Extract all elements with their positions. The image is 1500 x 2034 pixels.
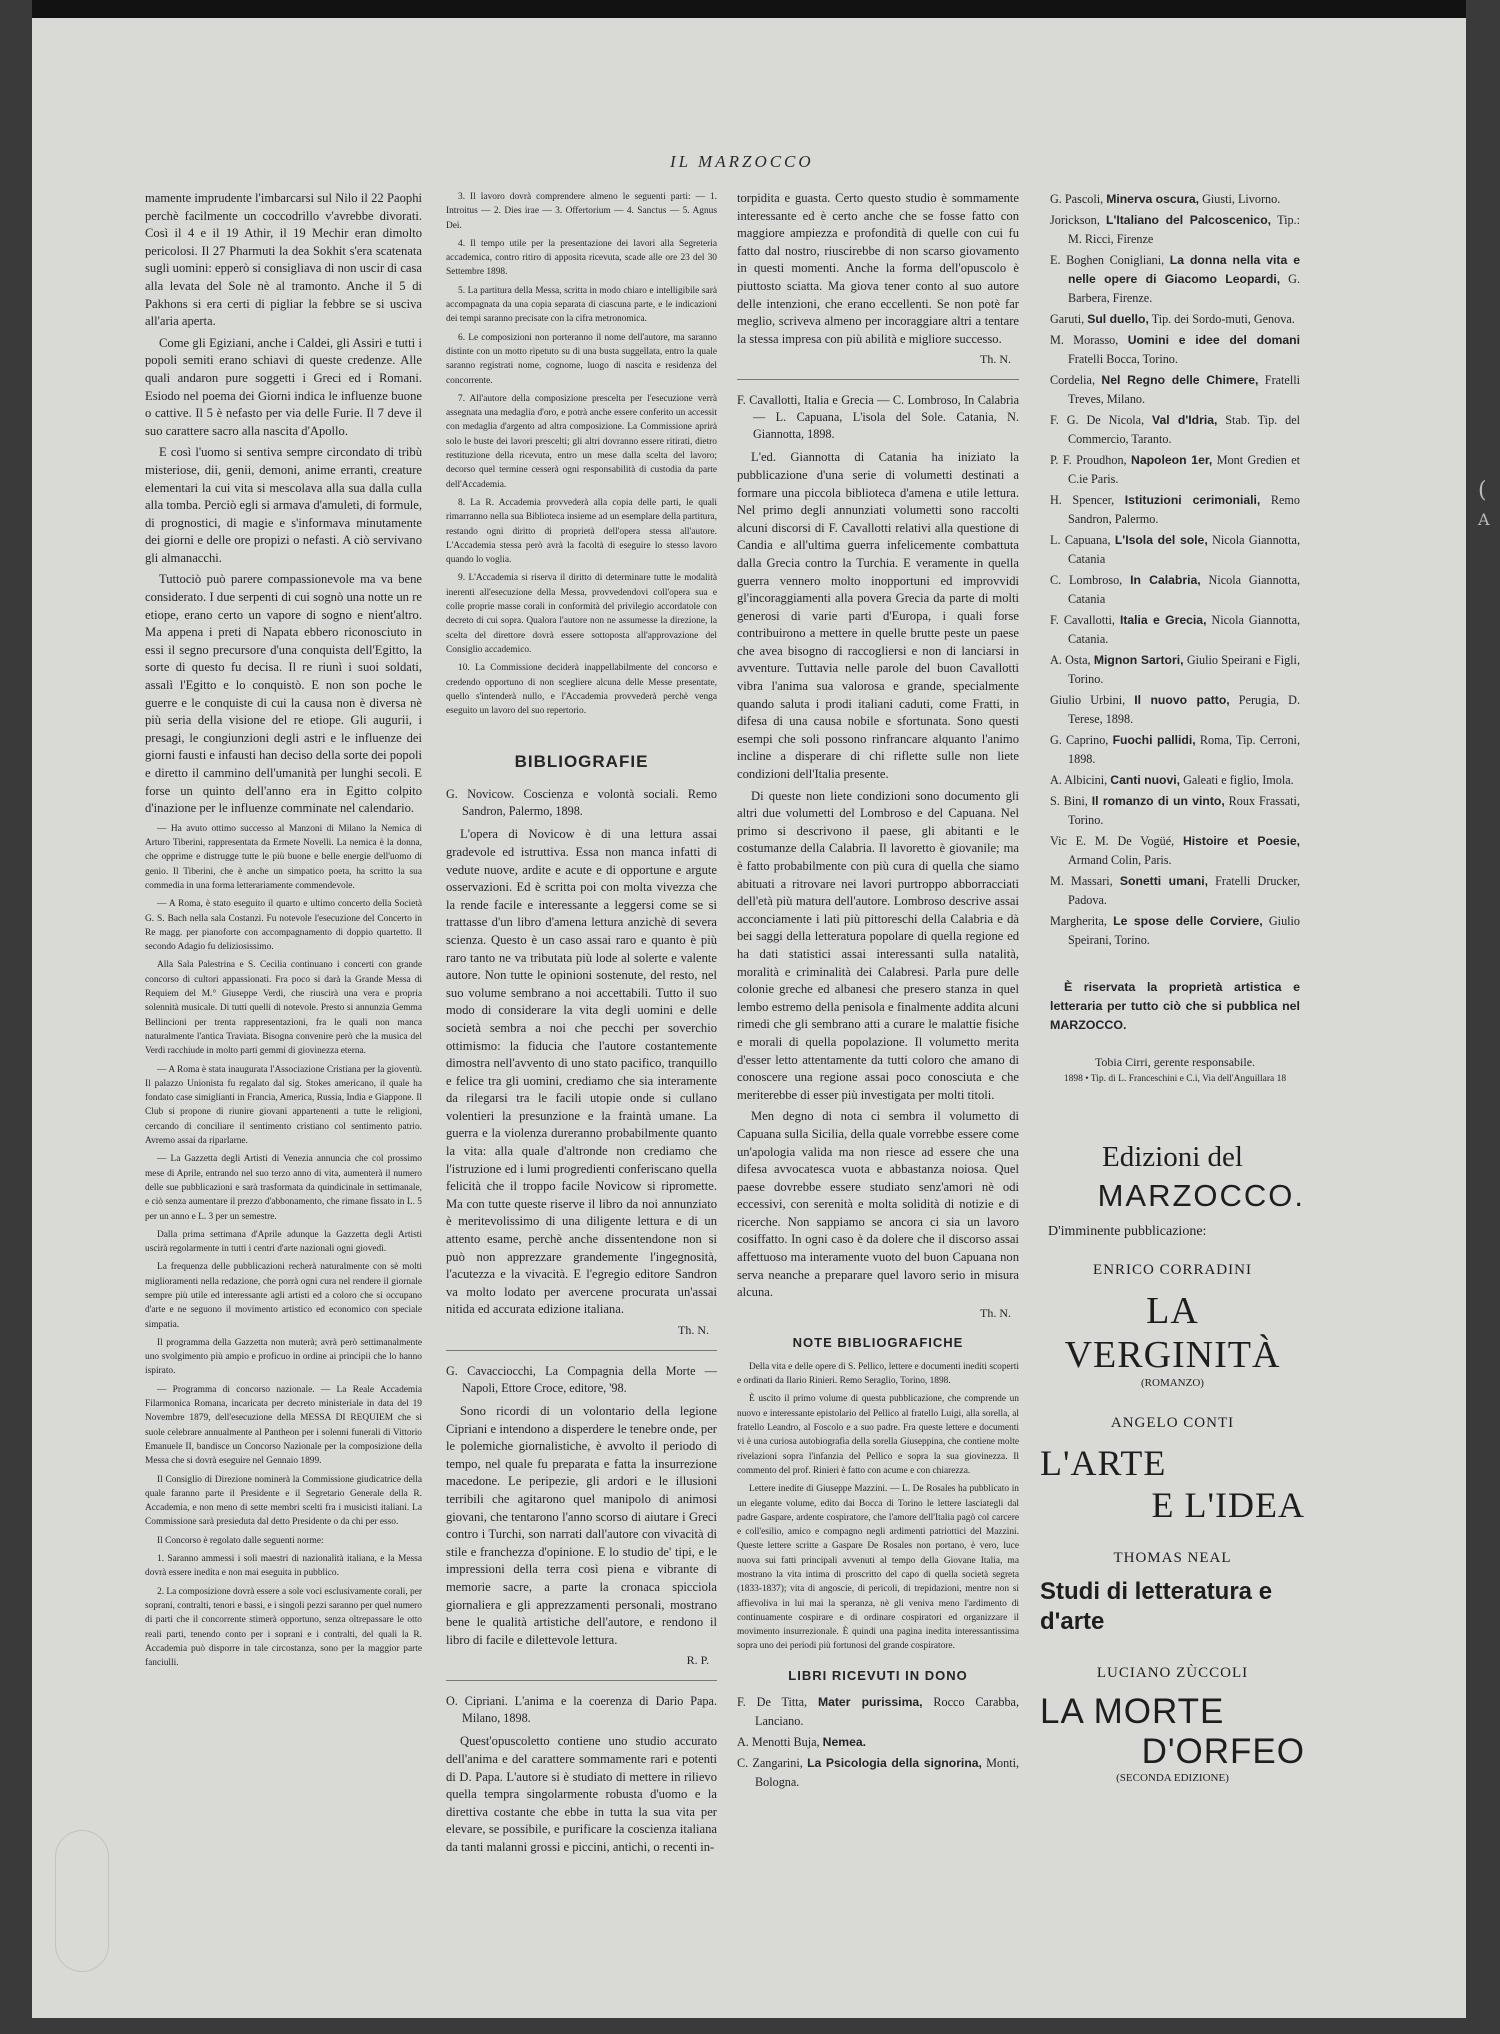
news-note: — Programma di concorso nazionale. — La Reale Accademia Filarmonica Romana, incaricata per decreto ministeriale in data del 19 Novembre 1879, dell'esecuzione della MESSA DI REQUIEM che si suole celebrare annualmente al Pantheon per i solenni funerali di Vittorio Emanuele II, bandisce un Concorso Nazionale per la composizione della Messa che si dovrà eseguire nel Gennaio 1899. xyxy=(145,1384,422,1467)
received-book: G. Pascoli, Minerva oscura, Giusti, Livorno. xyxy=(1050,192,1281,206)
article-paragraph: Come gli Egiziani, anche i Caldei, gli Assiri e tutti i popoli semiti erano schiavi di queste credenze. Alle quali andaron pure soggetti i Greci ed i Romani. Esiodo nel poema dei Giorni indica le influenze buone o cattive. Il 5 è nefasto per via delle Furie. Il 7 deve il suo carattere sacro alla nascita d'Apollo. xyxy=(145,335,422,438)
contest-rule: 10. La Commissione deciderà inappellabilmente del concorso e credendo opportuno di non scegliere alcuna delle Messe presentate, quello s'intenderà nullo, e l'Accademia provvederà perchè venga eseguito un lavoro del suo repertorio. xyxy=(446,663,717,717)
running-head: IL MARZOCCO xyxy=(670,152,814,171)
received-book: M. Massari, Sonetti umani, Fratelli Drucker, Padova. xyxy=(1050,874,1300,907)
editor-signature: Tobia Cirri, gerente responsabile. xyxy=(1094,1055,1256,1069)
received-book: Jorickson, L'Italiano del Palcoscenico, Tip.: M. Ricci, Firenze xyxy=(1050,213,1300,246)
ad-book-note: (ROMANZO) xyxy=(1141,1377,1204,1389)
received-book: F. De Titta, Mater purissima, Rocco Carabba, Lanciano. xyxy=(737,1694,1019,1728)
ad-author: LUCIANO ZÙCCOLI xyxy=(1096,1665,1249,1681)
news-note: — La Gazzetta degli Artisti di Venezia annuncia che col prossimo mese di Aprile, entrando nel suo terzo anno di vita, aumenterà il numero delle sue pubblicazioni e sarà trasformata da quindicinale in settimanale, e ciò senza aumentare il prezzo d'abbonamento, che rimane fissato in L. 5 per un anno e L. 3 per un semestre. xyxy=(145,1154,422,1222)
article-paragraph: Tuttociò può parere compassionevole ma va bene considerato. I due serpenti di cui sognò una notte un re etiope, erano certo un vapore di sogno e nient'altro. Ma appena i preti di Napata ebbero riconosciuto in essi il segno precursore d'una conquista dell'Egitto, la sorte di questo fu decisa. Il re riunì i suoi soldati, assalì l'Egitto e lo conquistò. E non son poche le guerre e le conquiste di cui la causa non è diversa nè più seria della visione del re etiope. Gli augurii, i presagi, le congiunzioni degli astri e le influenze dei giorni fausti e infausti han deciso della sorte dei popoli e diretto il cammino dell'umanità per lunghi secoli. E forse un quinto dell'anno era in Egitto colpito d'inazione per le influenze comminate nel calendario. xyxy=(145,572,422,816)
review-signature: R. P. xyxy=(686,1653,709,1668)
news-note: Il Consiglio di Direzione nominerà la Commissione giudicatrice della quale faranno parte il Presidente e il Segretario Generale della R. Accademia, e non meno di sette membri scelti fra i musicisti italiani. La Commissione sarà presieduta dal detto Presidente o da chi per esso. xyxy=(145,1474,422,1528)
column-1 xyxy=(145,190,422,1930)
divider xyxy=(446,1680,717,1681)
received-book: M. Morasso, Uomini e idee del domani Fratelli Bocca, Torino. xyxy=(1050,333,1300,366)
ad-subtitle: D'imminente pubblicazione: xyxy=(1048,1224,1207,1239)
copyright-notice: È riservata la proprietà artistica e letteraria per tutto ciò che si pubblica nel MARZOCCO. xyxy=(1050,980,1300,1032)
section-title-note-bibliografiche: NOTE BIBLIOGRAFICHE xyxy=(792,1334,964,1350)
ad-book-title: LA MORTE xyxy=(1040,1692,1225,1731)
review-heading: O. Cipriani. L'anima e la coerenza di Dario Papa. Milano, 1898. xyxy=(446,1694,717,1726)
review-heading: F. Cavallotti, Italia e Grecia — C. Lombroso, In Calabria — L. Capuana, L'isola del Sole. Catania, N. Giannotta, 1898. xyxy=(737,393,1019,442)
review-paragraph: L'opera di Novicow è di una lettura assai gradevole ed istruttiva. Essa non manca infatti di vedute nuove, ardite e acute e di opportune e argute osservazioni. Ed è scritta poi con molta vivezza che la rende facile e interessante a leggersi come se si trattasse d'un libro d'amena lettura anzichè di severa scienza. Questo è un caso assai raro e quanto è più raro tanto ne va tributata più lode al solerte e valente autore. Non tutte le opinioni sostenute, del resto, nel suo volume sembrano a noi accettabili. Tutto il suo modo di considerare la vita degli uomini e delle società sembra a noi che pecchi per soverchio ottimismo: la fiducia che l'autore costantemente dimostra nell'avvento di uno stato pacifico, tranquillo e felice tra gli uomini, crediamo che sia interamente da rilegarsi tra le facili utopie onde si cullano volentieri la presunzione e la fraintà umane. La guerra e la violenza dureranno probabilmente quanto la vita: alla quale d'altronde non crediamo che l'istruzione ed i lumi progredienti conferiscano quella felicità che il troppo facile Novicow si ripromette. Ma con tutte queste riserve il libro da noi annunziato è meritevolissimo di una diligente lettura e di un attento esame, perchè anche dissentendone non si può non apprezzare grandemente l'ingegnosità, l'acutezza e la vivacità. E l'egregio editore Sandron va molto lodato per avercene procurata un'assai nitida ed accurata edizione italiana. xyxy=(446,827,717,1317)
divider xyxy=(737,379,1019,380)
news-note: — A Roma è stata inaugurata l'Associazione Cristiana per la gioventù. Il palazzo Unionista fu regalato dal sig. Stokes americano, il quale ha fondato case simiglianti in Francia, America, Russia, India e Giappone. Il Club si propone di riunire giovani appartenenti a tutte le religioni, cercando di conciliare il sentimento cristiano col sentimento patrio. Avremo assai da riparlarne. xyxy=(145,1064,422,1147)
ad-book-title: L'ARTE xyxy=(1040,1443,1167,1483)
news-note: Alla Sala Palestrina e S. Cecilia continuano i concerti con grande concorso di cultori appassionati. Fra poco si darà la Grande Messa di Requiem del M.° Giuseppe Verdi, che riuscirà una vera e propria solennità musicale. Di tutti quelli di notevole. Presto si annunzia Gemma Bellincioni per trenta rappresentazioni, fra le quali non manca naturalmente l'antica Traviata. Bisogna convenire però che la musica del Verdi racchiude in molto parti gemmi di giovinezza eterna. xyxy=(145,960,422,1057)
received-book: S. Bini, Il romanzo di un vinto, Roux Frassati, Torino. xyxy=(1050,794,1300,827)
news-note: Il Concorso è regolato dalle seguenti norme: xyxy=(157,1535,324,1546)
review-heading: G. Cavacciocchi, La Compagnia della Morte — Napoli, Ettore Croce, editore, '98. xyxy=(446,1364,717,1396)
received-book: H. Spencer, Istituzioni cerimoniali, Remo Sandron, Palermo. xyxy=(1050,493,1300,526)
news-note: Il programma della Gazzetta non muterà; avrà però settimanalmente uno svolgimento più ampio e proficuo in ordine ai principii che lo hanno ispirato. xyxy=(145,1337,422,1377)
received-book: F. Cavallotti, Italia e Grecia, Nicola Giannotta, Catania. xyxy=(1050,613,1300,646)
received-book: P. F. Proudhon, Napoleon 1er, Mont Gredien et C.ie Paris. xyxy=(1050,453,1300,486)
review-signature: Th. N. xyxy=(980,352,1011,367)
bibliographic-note: Della vita e delle opere di S. Pellico, lettere e documenti inediti scoperti e ordinati da Ilario Rinieri. Remo Seraglio, Torino, 1898. xyxy=(737,1361,1019,1387)
printer-imprint: 1898 • Tip. di L. Franceschini e C.i, Via dell'Anguillara 18 xyxy=(1063,1074,1287,1084)
ad-book-note: (SECONDA EDIZIONE) xyxy=(1116,1772,1229,1784)
received-book: A. Menotti Buja, Nemea. xyxy=(737,1734,867,1749)
review-signature: Th. N. xyxy=(678,1323,709,1338)
received-book: E. Boghen Conigliani, La donna nella vita e nelle opere di Giacomo Leopardi, G. Barbera, Firenze. xyxy=(1050,253,1300,305)
received-book: A. Albicini, Canti nuovi, Galeati e figlio, Imola. xyxy=(1050,773,1294,787)
received-book: Garuti, Sul duello, Tip. dei Sordo-muti, Genova. xyxy=(1050,312,1295,326)
publisher-advertisement xyxy=(1040,1135,1305,1784)
ad-book-title: Studi di letteratura e d'arte xyxy=(1040,1578,1273,1635)
bibliographic-note: È uscito il primo volume di questa pubblicazione, che comprende un nuovo e interessante epistolario del Pellico al fratello Luigi, alla sorella, al fratello Leandro, al Foscolo e a suo padre. Fra queste lettere e documenti vi è una curiosa autobiografia della sorella Giuseppina, che contiene molte rivelazioni sopra l'infanzia del Pellico e sopra la sua giovinezza. Il commento del prof. Rinieri è fatto con acume e con chiarezza. xyxy=(737,1394,1019,1476)
ad-book-title: E L'IDEA xyxy=(1151,1485,1305,1525)
ad-title-line1: Edizioni del xyxy=(1102,1141,1243,1173)
divider xyxy=(446,1350,717,1351)
bibliographic-note: Lettere inedite di Giuseppe Mazzini. — L. De Rosales ha pubblicato in un elegante volume, edito dai Bocca di Torino le lettere lasciategli dal padre Gaspare, ardente cospiratore, che l'amore dell'Italia pagò col carcere e coll'esilio, amico e compagno negli ardimenti patriottici del Mazzini. Queste lettere scritte a Gaspare De Rosales non portano, è vero, luce nuova sui fatti principali avvenuti al tempo della Giovane Italia, ma mostrano la vita intima di proscritto del capo di quella società segreta (1833-1837); vita di angoscie, di pericoli, di trepidazioni, mentre non si affievoliva in lui mai la speranza, nè gli veniva meno l'ardimento di continuamente cospirare e di ordinare cospiratori ed organizzare il movimento insurrezionale. È quindi una pagina inedita interessantissima sopra uno dei periodi più fortunosi del grande cospiratore. xyxy=(737,1484,1019,1652)
column-3 xyxy=(737,190,1019,1930)
review-paragraph: Men degno di nota ci sembra il volumetto di Capuana sulla Sicilia, della quale vorrebbe essere come un'apologia valida ma non riesce ad essere che una difesa avvocatesca vuota e abbastanza noiosa. Quel paese dovrebbe essere studiato senz'amori nè odi eccessivi, con serenità e molta solidità di notizie e di ricerche. Non sappiamo se ancora ci sia un lavoro cosiffatto. In ogni caso è da dolere che il discorso assai affettuoso ma interamente vuoto del buon Capuana non serva neanche a preparare quel lavoro serio in misura alcuna. xyxy=(737,1109,1019,1300)
contest-rule: 8. La R. Accademia provvederà alla copia delle parti, le quali rimarranno nella sua Biblioteca insieme ad un esemplare della partitura, restando ogni diritto di proprietà dell'opera stessa all'autore. L'Accademia stessa però avrà la facoltà di eseguire lo stesso lavoro quando lo voglia. xyxy=(446,497,717,566)
margin-fragment: A xyxy=(1478,510,1490,529)
news-note: — A Roma, è stato eseguito il quarto e ultimo concerto della Società G. S. Bach nella sala Costanzi. Fu notevole l'esecuzione del Concerto in Re magg. per pianoforte con accompagnamento di doppio quartetto. Il secondo Adagio fu deliziosissimo. xyxy=(145,899,422,953)
review-paragraph: Sono ricordi di un volontario della legione Cipriani e intendono a disperdere le tenebre onde, per le polemiche giornalistiche, è avvolto il periodo di tempo, nel quale fu preparata e fatta la insurrezione macedone. Le peripezie, gli ardori e le illusioni terribili che agitarono quel manipolo di animosi giovani, che tentarono l'anno scorso di aiutare i Greci contro i Turchi, son narrati dall'autore con vivacità di stile e franchezza d'opinione. E lo studio de' tipi, e le impressioni della terra così piena e vibrante di memorie sacre, a parte la cronaca spicciola giornaliera e gli apprezzamenti personali, mostrano bene le qualità artistiche dell'autore, e rendono il libro di facile e dilettevole lettura. xyxy=(446,1404,717,1647)
review-signature: Th. N. xyxy=(980,1305,1011,1320)
received-book: G. Caprino, Fuochi pallidi, Roma, Tip. Cerroni, 1898. xyxy=(1050,733,1300,766)
review-heading: G. Novicow. Coscienza e volontà sociali. Remo Sandron, Palermo, 1898. xyxy=(446,787,717,819)
received-book: L. Capuana, L'Isola del sole, Nicola Giannotta, Catania xyxy=(1050,533,1300,566)
received-book: Vic E. M. De Vogüé, Histoire et Poesie, Armand Colin, Paris. xyxy=(1050,834,1300,867)
ad-book-title: D'ORFEO xyxy=(1141,1732,1305,1771)
received-book: Cordelia, Nel Regno delle Chimere, Fratelli Treves, Milano. xyxy=(1050,373,1300,406)
review-paragraph: Quest'opuscoletto contiene uno studio accurato dell'anima e del carattere sommamente rari e potenti di D. Papa. L'autore si è studiato di mettere in rilievo quella tempra singolarmente robusta d'uomo e la direttiva costante che ebbe in tutta la sua vita per elevare, se possibile, e purificare la coscienza italiana da tanti malanni grossi e piccini, antichi, o recenti in- xyxy=(446,1734,717,1854)
received-book: Margherita, Le spose delle Corviere, Giulio Speirani, Torino. xyxy=(1050,914,1300,947)
received-book: Giulio Urbini, Il nuovo patto, Perugia, D. Terese, 1898. xyxy=(1050,693,1300,726)
article-paragraph: mamente imprudente l'imbarcarsi sul Nilo il 22 Paophi perchè facilmente un coccodrillo v'avrebbe divorati. Così il 4 e il 19 Athir, il 19 Mechir eran dimolto pericolosi. Il 27 Pharmuti la dea Sokhit s'era scatenata sugli uomini: epperò si consigliava di non uscir di casa alla levata del Sole nè al tramonto. Anche il 5 di Pakhons si era certi di pigliar la febbre se si usciva all'aria aperta. xyxy=(145,191,422,329)
ad-author: ENRICO CORRADINI xyxy=(1093,1262,1252,1278)
section-title-libri-ricevuti: LIBRI RICEVUTI IN DONO xyxy=(788,1667,968,1683)
contest-rule: 3. Il lavoro dovrà comprendere almeno le seguenti parti: — 1. Introitus — 2. Dies irae — 3. Offertorium — 4. Sanctus — 5. Agnus Dei. xyxy=(446,192,717,231)
received-book: A. Osta, Mignon Sartori, Giulio Speirani e Figli, Torino. xyxy=(1050,653,1300,686)
review-paragraph: L'ed. Giannotta di Catania ha iniziato la pubblicazione d'una serie di volumetti destinati a formare una piccola biblioteca d'amena e utile lettura. Nel primo degli annunziati volumetti sono raccolti alcuni discorsi di F. Cavallotti relativi alla questione di Candia e all'ultima guerra infelicemente combattuta dalla Grecia contro la Turchia. E veramente in quella guerra vennero molto inopportuni ed improvvidi gl'incoraggiamenti alla povera Grecia da parte di molti generosi di varie parti d'Europa, i quali forse contribuirono a mettere in quelle brutte peste un paese che avea bisogno di raccogliersi e non di lanciarsi in avventure. Tuttavia nelle parole del buon Cavallotti vibra l'anima sua valorosa e grande, specialmente quando saluta i prodi italiani caduti, come Fratti, in difesa di una causa nobile e sfortunata. Sono questi esempi che soli possono rinfrancare alquanto l'animo incline a disperare di chi riflette sulle non liete condizioni dell'Italia presente. xyxy=(737,450,1019,782)
column-4 xyxy=(1050,190,1300,1130)
received-book: C. Lombroso, In Calabria, Nicola Giannotta, Catania xyxy=(1050,573,1300,606)
contest-rule: 6. Le composizioni non porteranno il nome dell'autore, ma saranno distinte con un motto ripetuto su di una busta suggellata, entro la quale saranno registrati nome, cognome, luogo di nascita e residenza del concorrente. xyxy=(446,332,717,386)
news-note: 2. La composizione dovrà essere a sole voci esclusivamente corali, per soprani, contralti, tenori e bassi, e i singoli pezzi saranno per quel numero di parti che il concorrente stimerà opportuno, senza oltrepassare le otto reali parti, tenendo conto per i soprani e i contralti, del quali la R. Accademia può disporre in tale circostanza, sono per la maggior parte fanciulli. xyxy=(145,1586,422,1669)
news-note: 1. Saranno ammessi i soli maestri di nazionalità italiana, e la Messa dovrà essere inedita e non mai eseguita in pubblico. xyxy=(145,1554,422,1579)
ad-book-title: LA VERGINITÀ xyxy=(1064,1290,1281,1376)
contest-rule: 5. La partitura della Messa, scritta in modo chiaro e intelligibile sarà accompagnata da una copia separata di ciascuna parte, e le indicazioni dei tempi saranno precisate con la cifra metronomica. xyxy=(446,285,717,325)
section-title-bibliografie: BIBLIOGRAFIE xyxy=(514,752,649,772)
column-2 xyxy=(446,190,717,1910)
article-paragraph: E così l'uomo si sentiva sempre circondato di tribù misteriose, dii, genii, demoni, anime erranti, creature elementari la cui vita si mescolava alla sua dalla culla alla tomba. Perciò egli si armava d'amuleti, di formule, di prognostici, di magie e s'informava minutamente dei giorni e delle ore propizi o nefasti. A ciò servivano gli almanacchi. xyxy=(145,445,422,565)
library-stamp xyxy=(55,1830,109,1972)
review-paragraph: torpidita e guasta. Certo questo studio è sommamente interessante ed è certo anche che se fosse fatto con maggiore ampiezza e profondità di quelle con cui fu fatto dal nostro, riuscirebbe di non scarso giovamento in questi momenti. Anche la forma dell'opuscolo è piuttosto sciatta. Ma giova tener conto al suo autore delle intenzioni, che erano eccellenti. Se non potè far meglio, scriveva almeno per incoraggiare altri a tentare la stessa impresa con più abilità e migliore successo. xyxy=(737,191,1019,346)
contest-rule: 9. L'Accademia si riserva il diritto di determinare tutte le modalità inerenti all'esecuzione della Messa, provvedendovi coll'opera sua e colle proprie masse corali in conformità del privilegio accordatole con decreto di cui sopra. Qualora l'autore non ne assumesse la direzione, la scelta del direttore dovrà essere sottoposta all'approvazione del Consiglio accademico. xyxy=(446,573,717,655)
news-note: Dalla prima settimana d'Aprile adunque la Gazzetta degli Artisti uscirà regolarmente in tutti i centri d'arte nazionali ogni giovedì. xyxy=(145,1229,422,1255)
ad-title-line2: MARZOCCO. xyxy=(1097,1178,1305,1213)
ad-author: THOMAS NEAL xyxy=(1113,1550,1232,1566)
news-note: La frequenza delle pubblicazioni recherà naturalmente con sè molti miglioramenti nella redazione, che porrà ogni cura nel rendere il giornale sempre più utile ed interessante agli artisti ed a coloro che si occupano d'arte e ne seguono il movimento artistico ed economico con speciale simpatia. xyxy=(145,1262,422,1330)
received-book: F. G. De Nicola, Val d'Idria, Stab. Tip. del Commercio, Taranto. xyxy=(1050,413,1300,446)
margin-fragment: ( xyxy=(1478,478,1487,503)
contest-rule: 7. All'autore della composizione prescelta per l'esecuzione verrà assegnata una medaglia d'oro, e potrà anche essere conferito un accessit con medaglia d'argento ad altra composizione. La Commissione aprirà solo le buste dei lavori prescelti; gli altri dovranno essere ritirati, dietro restituzione della ricevuta, entro un mese dalla scelta del lavoro; decorso quel termine cesserà ogni responsabilità di custodia da parte dell'Accademia. xyxy=(446,393,717,490)
review-paragraph: Di queste non liete condizioni sono documento gli altri due volumetti del Lombroso e del Capuana. Nel primo si descrivono il paese, gli abitanti e le costumanze della Calabria. Il lavoretto è giovanile; ma è fatto probabilmente con più cura di quella che siamo abituati a ritrovare nei lavori purtroppo abborracciati dell'età più matura dell'autore. Lombroso descrive assai acconciamente i lati più pittoreschi della Calabria e dà bei saggi della letteratura popolare di quella regione ed ha dati statistici assai interessanti sulla natalità, moralità e criminalità dei Calabresi. Parla pure delle colonie greche ed albanesi che presero stanza in quel lembo estremo della penisola e finalmente addita alcuni rimedi che gli sembrano atti a curare le malattie fisiche e morali di quella popolazione. Il volumetto merita d'esser letto attentamente da tutti coloro che amano di conoscere una regione assai poco conosciuta e che meriterebbe di esser più investigata per molti titoli. xyxy=(737,788,1019,1102)
contest-rule: 4. Il tempo utile per la presentazione dei lavori alla Segreteria accademica, contro ritiro di apposita ricevuta, scade alle ore 23 del 30 Settembre 1898. xyxy=(446,238,717,278)
news-note: — Ha avuto ottimo successo al Manzoni di Milano la Nemica di Arturo Tiberini, rappresentata da Ermete Novelli. La nemica è la donna, che opprime e distrugge tutte le più buone e belle energie dell'uomo di genio. Il Tiberini, che è anche un simpatico poeta, ha scritto la sua commedia in una forma letterariamente commendevole. xyxy=(145,823,422,891)
ad-author: ANGELO CONTI xyxy=(1110,1415,1235,1431)
received-book: C. Zangarini, La Psicologia della signorina, Monti, Bologna. xyxy=(737,1755,1019,1789)
